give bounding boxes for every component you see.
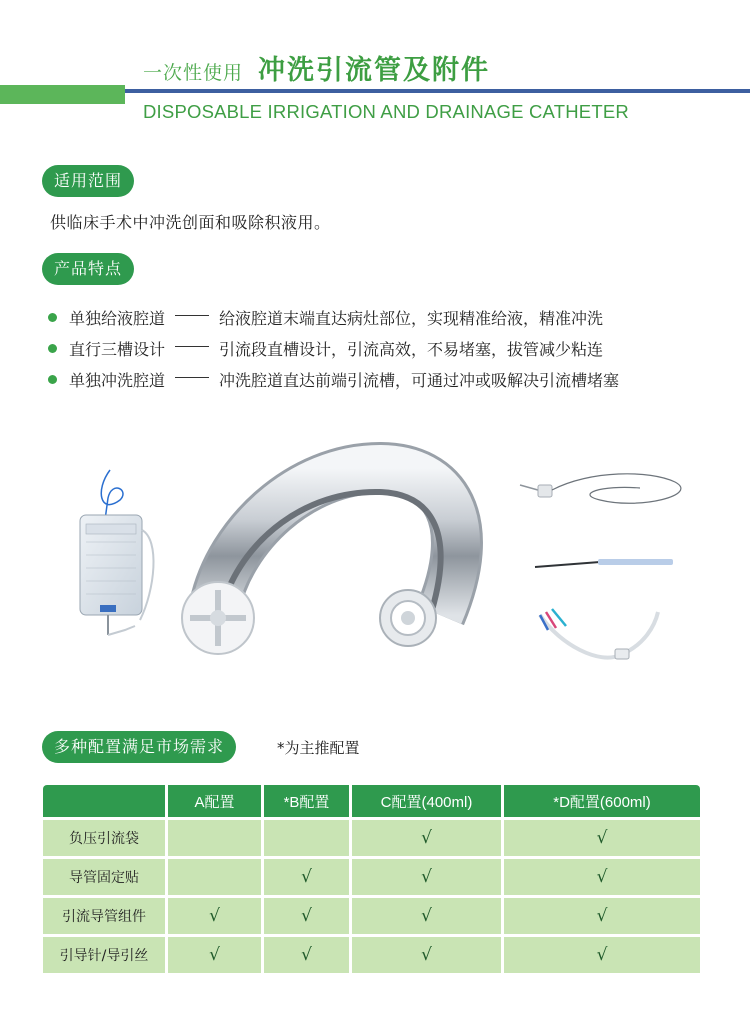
table-row	[43, 820, 700, 856]
table-row	[43, 859, 700, 895]
table-header-row	[43, 785, 700, 817]
config-label-pill: 多种配置满足市场需求	[42, 731, 236, 763]
table-header-cell: *D配置(600ml)	[504, 785, 700, 817]
bullet-icon	[48, 313, 57, 322]
page-title: 冲洗引流管及附件	[258, 55, 490, 86]
table-cell: √	[352, 937, 501, 973]
dash-separator	[175, 346, 209, 347]
config-note: *为主推配置	[277, 739, 360, 757]
scope-label-pill: 适用范围	[42, 165, 134, 197]
table-header-cell: *B配置	[264, 785, 349, 817]
feature-desc: 引流段直槽设计，引流高效，不易堵塞，拔管减少粘连	[219, 340, 604, 359]
table-row	[43, 937, 700, 973]
dash-separator	[175, 315, 209, 316]
feature-name: 单独给液腔道	[69, 309, 166, 328]
bullet-icon	[48, 375, 57, 384]
guide-needle-image	[535, 559, 673, 567]
table-cell: √	[264, 859, 349, 895]
table-header-cell: A配置	[168, 785, 261, 817]
table-cell: √	[504, 937, 700, 973]
feature-item	[48, 306, 603, 329]
feature-item	[48, 368, 619, 391]
scope-text: 供临床手术中冲洗创面和吸除积液用。	[50, 213, 331, 232]
table-cell: √	[352, 898, 501, 934]
config-table	[40, 782, 703, 976]
table-cell: √	[168, 937, 261, 973]
header-green-bar	[0, 85, 125, 104]
table-cell: √	[264, 937, 349, 973]
catheter-assembly-image	[540, 609, 658, 659]
feature-desc: 冲洗腔道直达前端引流槽，可通过冲或吸解决引流槽堵塞	[219, 371, 620, 390]
header-blue-rule	[125, 89, 750, 93]
bullet-icon	[48, 344, 57, 353]
title-prefix: 一次性使用	[143, 62, 244, 84]
feature-desc: 给液腔道末端直达病灶部位，实现精准给液，精准冲洗	[219, 309, 604, 328]
product-illustrations	[0, 440, 750, 700]
table-cell: √	[504, 820, 700, 856]
drainage-bag-image	[80, 470, 154, 635]
table-cell: √	[264, 898, 349, 934]
table-header-cell	[43, 785, 165, 817]
table-cell	[168, 859, 261, 895]
row-label: 导管固定贴	[43, 859, 165, 895]
table-cell: √	[504, 898, 700, 934]
table-row	[43, 898, 700, 934]
feature-name: 直行三槽设计	[69, 340, 166, 359]
row-label: 负压引流袋	[43, 820, 165, 856]
guide-wire-image	[520, 474, 681, 503]
catheter-cross-section-image	[182, 468, 457, 654]
table-cell: √	[168, 898, 261, 934]
row-label: 引导针/导引丝	[43, 937, 165, 973]
feature-name: 单独冲洗腔道	[69, 371, 166, 390]
dash-separator	[175, 377, 209, 378]
features-label-pill: 产品特点	[42, 253, 134, 285]
table-cell: √	[504, 859, 700, 895]
table-cell	[264, 820, 349, 856]
table-cell	[168, 820, 261, 856]
page-title-english: DISPOSABLE IRRIGATION AND DRAINAGE CATHETER	[143, 101, 629, 122]
table-header-cell: C配置(400ml)	[352, 785, 501, 817]
feature-item	[48, 337, 603, 360]
table-cell: √	[352, 820, 501, 856]
row-label: 引流导管组件	[43, 898, 165, 934]
table-cell: √	[352, 859, 501, 895]
